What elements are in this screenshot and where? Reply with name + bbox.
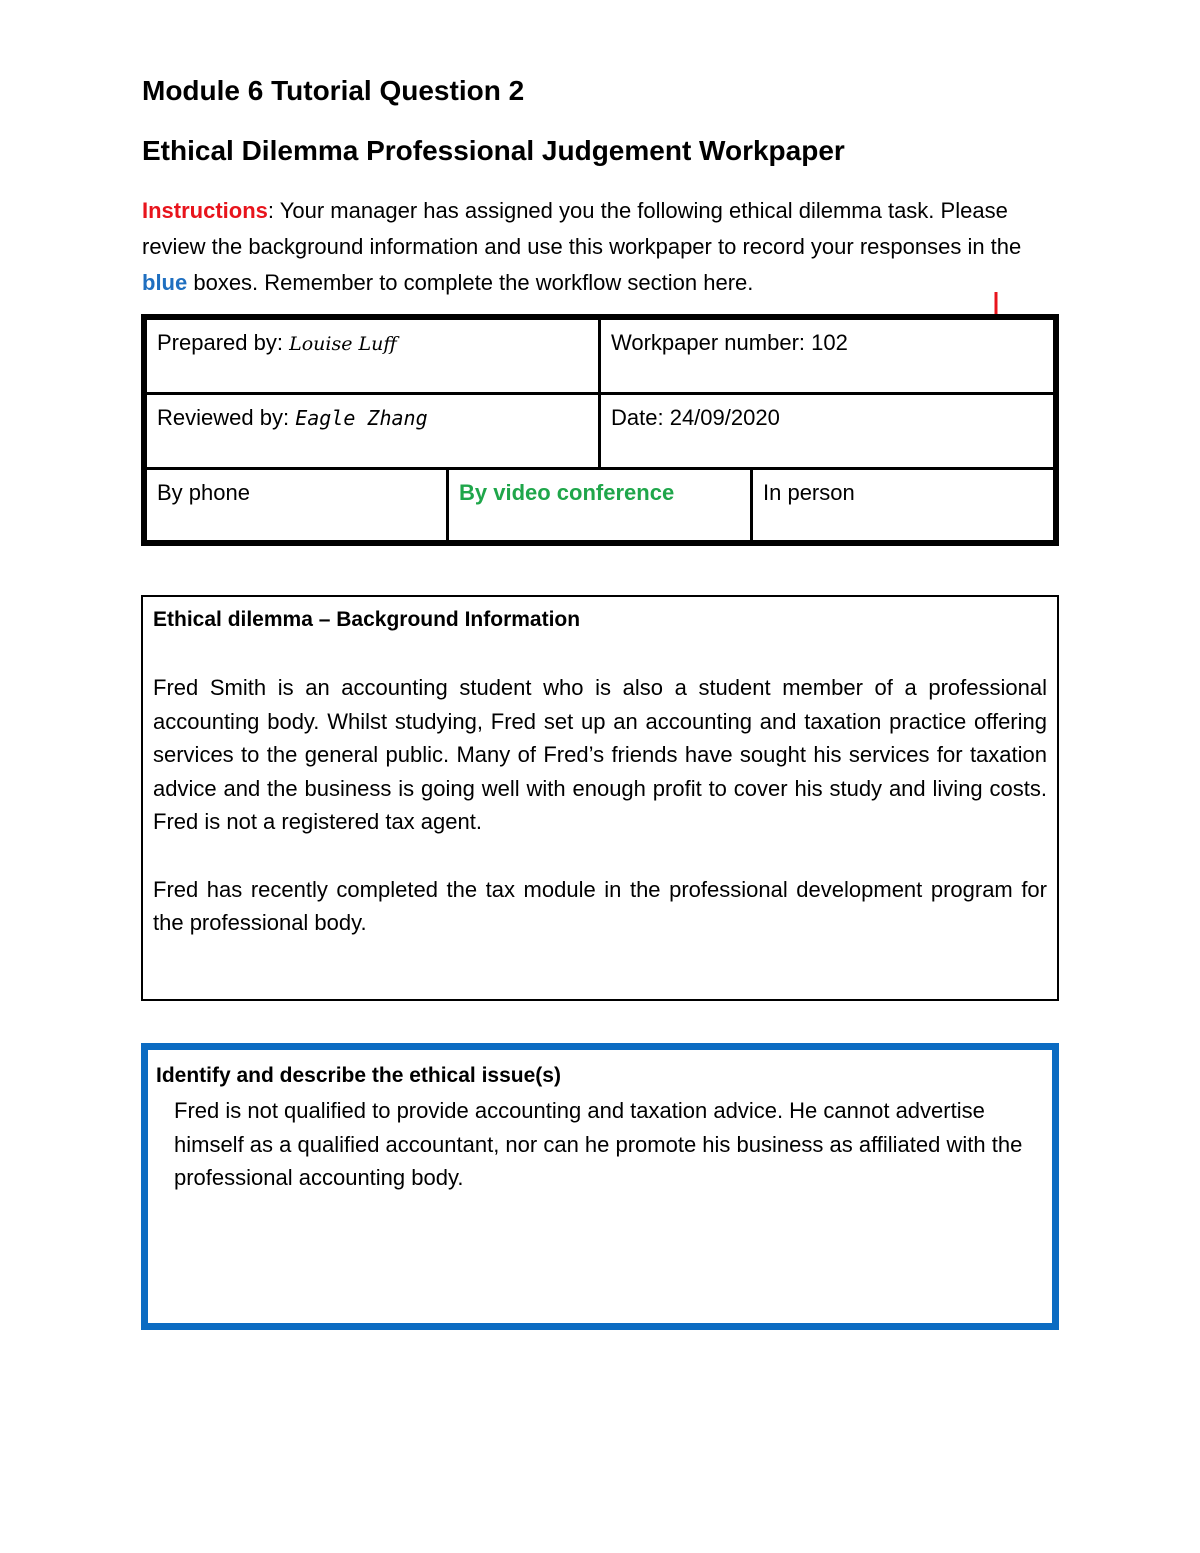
reviewed-by-label: Reviewed by: [157, 405, 296, 430]
page-title: Module 6 Tutorial Question 2 [142, 75, 525, 106]
background-heading: Ethical dilemma – Background Information [153, 608, 581, 631]
background-information-box [141, 595, 1059, 1001]
answer-heading: Identify and describe the ethical issue(s) [156, 1064, 561, 1087]
workflow-table [141, 314, 1059, 546]
instructions-text-part2: boxes. Remember to complete the workflow section here. [187, 270, 754, 295]
instructions-colon: : [267, 198, 275, 223]
workflow-row-3 [147, 470, 1053, 540]
prepared-by-label: Prepared by: [157, 330, 290, 355]
option-by-video-conference[interactable]: By video conference [449, 470, 753, 540]
prepared-by-cell[interactable] [147, 320, 601, 392]
date-label: Date: [611, 405, 670, 430]
instructions-text-part1: Your manager has assigned you the following ethical dilemma task. Please review the background information and use this workpaper to record your responses in the [142, 198, 1022, 259]
date-cell[interactable] [601, 395, 1053, 467]
workflow-row-1 [147, 320, 1053, 395]
page-subtitle: Ethical Dilemma Professional Judgement Workpaper [142, 135, 845, 166]
instructions-paragraph [142, 193, 1062, 301]
background-paragraph-2: Fred has recently completed the tax module in the professional development program for the professional body. [153, 876, 1047, 936]
instructions-label: Instructions [142, 198, 268, 223]
background-spacer [153, 637, 1047, 671]
option-in-person[interactable]: In person [763, 480, 855, 505]
workpaper-number-label: Workpaper number: [611, 330, 812, 355]
reviewed-by-signature: Eagle Zhang [295, 406, 428, 430]
workpaper-number-cell[interactable] [601, 320, 1053, 392]
workpaper-number-value: 102 [811, 330, 848, 355]
ethical-issue-answer-box[interactable] [141, 1043, 1059, 1330]
workflow-row-2 [147, 395, 1053, 470]
reviewed-by-cell[interactable] [147, 395, 601, 467]
date-value: 24/09/2020 [669, 405, 780, 430]
prepared-by-signature: Louise Luff [289, 333, 397, 355]
instructions-blue-word: blue [142, 270, 188, 295]
option-by-phone[interactable]: By phone [147, 470, 449, 540]
answer-text[interactable]: Fred is not qualified to provide accounting and taxation advice. He cannot advertise himself as a qualified accountant, nor can he promote his business as affiliated with the professional accounting body. [174, 1098, 1023, 1190]
background-paragraph-1: Fred Smith is an accounting student who is also a student member of a professional accounting body. Whilst studying, Fred set up an accounting and taxation practice offering services to the general public. Many of Fred’s friends have sought his services for taxation advice and the business is going well with enough profit to cover his study and living costs. Fred is not a registered tax agent. [153, 675, 1047, 835]
